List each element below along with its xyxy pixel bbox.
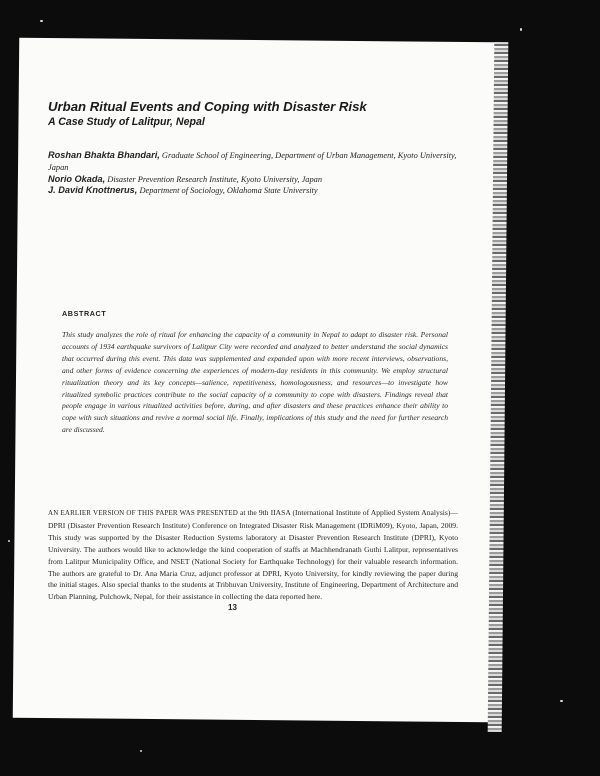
author-entry xyxy=(48,185,458,197)
scan-speck xyxy=(8,540,10,542)
author-name: Norio Okada, xyxy=(48,173,106,184)
author-affiliation: Department of Sociology, Oklahoma State University xyxy=(139,186,318,196)
author-name: Roshan Bhakta Bhandari, xyxy=(48,150,160,160)
author-affiliation: Disaster Prevention Research Institute, Kyoto University, Japan xyxy=(107,174,323,184)
author-entry xyxy=(48,150,458,174)
acknowledgement-note xyxy=(48,507,458,603)
abstract-text: This study analyzes the role of ritual for enhancing the capacity of a community in Nepal to adapt to disaster risk. Personal accounts of 1934 earthquake survivors of Lalitpur City were recorded and analyzed to better understand the social dynamics that occurred during this event. This data was supplemented and expanded upon with more recent interviews, observations, and other forms of evidence concerning the experiences of modern-day residents in this community. We employ structural ritualization theory and its key concepts—salience, repetitiveness, homologousness, and resources—to investigate how ritualized symbolic practices contribute to the social capacity of a community to cope with disasters. Findings reveal that people engage in various ritualized activities before, during, and after disasters and these practices enhance their ability to cope with such situations and revive a normal social life. Finally, implications of this study and the need for further research are discussed. xyxy=(62,330,448,435)
note-text: at the 9th IIASA (International Institute of Applied System Analysis)—DPRI (Disaster Prevention Research Institute) Conference on Integrated Disaster Risk Management (IDRiM09), Kyoto, Japan, 2009. This study was supported by the Disaster Reduction Systems laboratory at Disaster Prevention Research Institute (DPRI), Kyoto University. The authors would like to acknowledge the kind cooperation of staffs at Machhendranath Guthi Lalitpur, representatives from Lalitpur Municipality Office, and NSET (National Society for Earthquake Technology) for their valuable research information. The authors are grateful to Dr. Ana Maria Cruz, adjunct professor at DPRI, Kyoto University, for kindly reviewing the paper during the initial stages. Also special thanks to the students at Tribhuvan University, Institute of Engineering, Department of Architecture and Urban Planning, Pulchowk, Nepal, for their assistance in collecting the data reported here. xyxy=(48,508,458,602)
author-entry xyxy=(48,174,458,186)
article-title: Urban Ritual Events and Coping with Disaster Risk xyxy=(48,99,367,114)
author-list xyxy=(48,150,458,197)
author-affiliation: Graduate School of Engineering, Department of Urban Management, Kyoto University, Japan xyxy=(48,151,457,172)
author-name: J. David Knottnerus, xyxy=(48,185,138,196)
note-lead: AN EARLIER VERSION OF THIS PAPER WAS PRESENTED xyxy=(48,509,238,517)
scan-speck xyxy=(40,20,43,22)
title-block xyxy=(48,98,458,130)
scan-speck xyxy=(560,700,563,702)
page-number: 13 xyxy=(228,603,237,612)
scan-speck xyxy=(520,28,522,31)
scan-speck xyxy=(140,750,142,752)
article-subtitle: A Case Study of Lalitpur, Nepal xyxy=(48,116,205,128)
abstract-heading: ABSTRACT xyxy=(62,309,107,318)
